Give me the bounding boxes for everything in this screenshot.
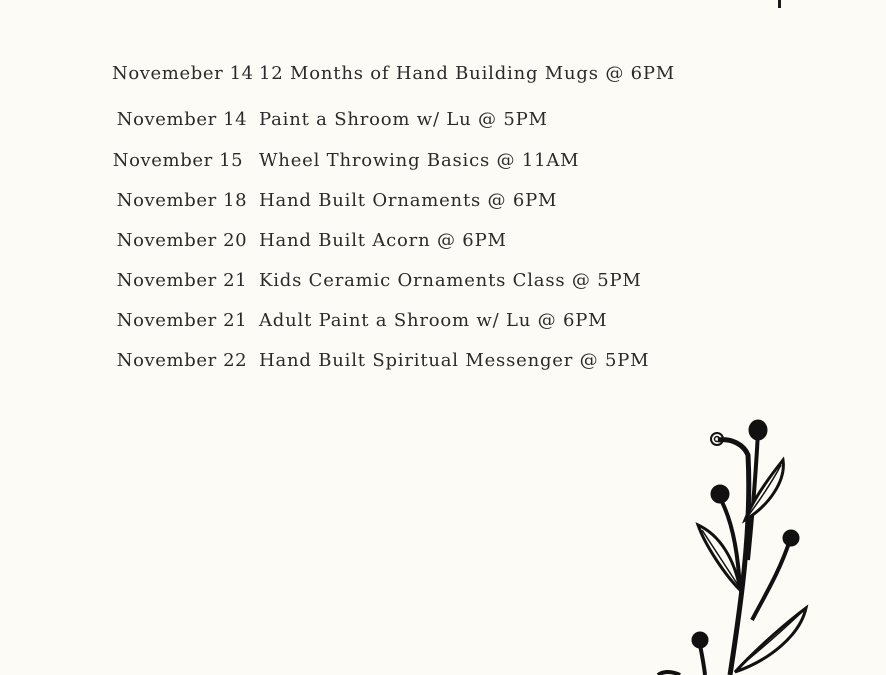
event-row bbox=[0, 265, 886, 295]
event-date: November 21 bbox=[116, 269, 248, 291]
event-row bbox=[0, 58, 886, 88]
event-title: Paint a Shroom w/ Lu @ 5PM bbox=[259, 108, 548, 130]
event-row bbox=[0, 305, 886, 335]
event-date: Novemeber 14 bbox=[112, 62, 254, 84]
event-date: November 15 bbox=[112, 149, 244, 171]
event-date: November 21 bbox=[116, 309, 248, 331]
event-title: Kids Ceramic Ornaments Class @ 5PM bbox=[259, 269, 642, 291]
event-date: November 18 bbox=[116, 189, 248, 211]
event-date: November 14 bbox=[116, 108, 248, 130]
leafy-branch-icon bbox=[640, 410, 886, 675]
event-row bbox=[0, 185, 886, 215]
event-title: 12 Months of Hand Building Mugs @ 6PM bbox=[259, 62, 676, 84]
event-title: Wheel Throwing Basics @ 11AM bbox=[259, 149, 580, 171]
event-title: Hand Built Spiritual Messenger @ 5PM bbox=[259, 349, 650, 371]
event-date: November 20 bbox=[116, 229, 248, 251]
event-row bbox=[0, 145, 886, 175]
event-title: Hand Built Acorn @ 6PM bbox=[259, 229, 507, 251]
event-row bbox=[0, 225, 886, 255]
event-row bbox=[0, 345, 886, 375]
event-title: Hand Built Ornaments @ 6PM bbox=[259, 189, 558, 211]
event-row bbox=[0, 104, 886, 134]
event-date: November 22 bbox=[116, 349, 248, 371]
event-title: Adult Paint a Shroom w/ Lu @ 6PM bbox=[259, 309, 608, 331]
